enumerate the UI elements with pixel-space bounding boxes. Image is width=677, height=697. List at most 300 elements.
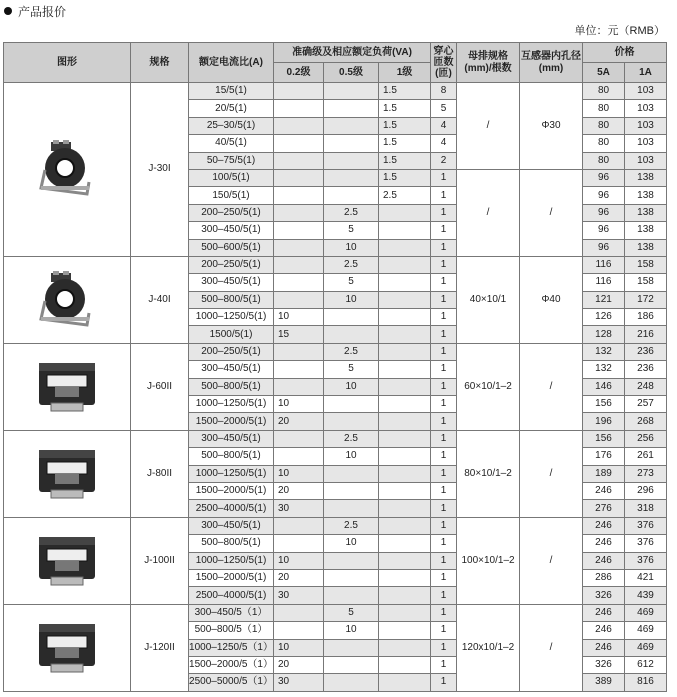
header-spec: 规格 xyxy=(131,43,189,83)
ratio-cell: 200–250/5(1) xyxy=(189,256,274,273)
price-5a-cell: 276 xyxy=(583,500,625,517)
price-5a-cell: 389 xyxy=(583,674,625,691)
acc05-cell xyxy=(324,83,379,100)
acc02-cell xyxy=(274,135,324,152)
acc1-cell xyxy=(379,517,431,534)
ratio-cell: 1500/5(1) xyxy=(189,326,274,343)
model-cell: J-60II xyxy=(131,343,189,430)
price-5a-cell: 132 xyxy=(583,343,625,360)
table-row xyxy=(4,604,667,621)
price-5a-cell: 246 xyxy=(583,482,625,499)
acc02-cell xyxy=(274,448,324,465)
acc1-cell xyxy=(379,430,431,447)
price-5a-cell: 326 xyxy=(583,587,625,604)
acc02-cell: 10 xyxy=(274,552,324,569)
price-1a-cell: 138 xyxy=(625,239,667,256)
turns-cell: 1 xyxy=(431,517,457,534)
price-1a-cell: 268 xyxy=(625,413,667,430)
price-1a-cell: 236 xyxy=(625,361,667,378)
price-5a-cell: 246 xyxy=(583,622,625,639)
acc1-cell xyxy=(379,656,431,673)
price-1a-cell: 296 xyxy=(625,482,667,499)
round-ct-icon xyxy=(37,138,97,200)
acc05-cell: 2.5 xyxy=(324,343,379,360)
acc05-cell: 5 xyxy=(324,274,379,291)
turns-cell: 1 xyxy=(431,204,457,221)
price-5a-cell: 80 xyxy=(583,83,625,100)
price-1a-cell: 103 xyxy=(625,100,667,117)
acc02-cell xyxy=(274,604,324,621)
acc05-cell xyxy=(324,169,379,186)
acc05-cell: 2.5 xyxy=(324,517,379,534)
price-table xyxy=(3,42,667,692)
turns-cell: 1 xyxy=(431,535,457,552)
table-row xyxy=(4,517,667,534)
acc05-cell: 5 xyxy=(324,604,379,621)
header-hole: 互感器内孔径(mm) xyxy=(520,43,583,83)
ratio-cell: 500–800/5(1) xyxy=(189,535,274,552)
header-busbar: 母排规格(mm)/根数 xyxy=(457,43,520,83)
turns-cell: 1 xyxy=(431,622,457,639)
acc02-cell xyxy=(274,187,324,204)
ratio-cell: 1500–2000/5(1) xyxy=(189,569,274,586)
acc05-cell xyxy=(324,587,379,604)
price-1a-cell: 257 xyxy=(625,396,667,413)
acc1-cell xyxy=(379,535,431,552)
busbar-cell: / xyxy=(457,169,520,256)
ratio-cell: 20/5(1) xyxy=(189,100,274,117)
price-5a-cell: 116 xyxy=(583,274,625,291)
turns-cell: 1 xyxy=(431,169,457,186)
header-figure: 图形 xyxy=(4,43,131,83)
product-image xyxy=(4,604,131,691)
acc02-cell xyxy=(274,256,324,273)
acc1-cell xyxy=(379,239,431,256)
acc1-cell xyxy=(379,569,431,586)
acc1-cell xyxy=(379,482,431,499)
header-turns: 穿心匝数(匝) xyxy=(431,43,457,83)
turns-cell: 1 xyxy=(431,552,457,569)
page-title: 产品报价 xyxy=(4,4,66,20)
price-1a-cell: 261 xyxy=(625,448,667,465)
acc05-cell: 10 xyxy=(324,535,379,552)
price-1a-cell: 273 xyxy=(625,465,667,482)
acc1-cell xyxy=(379,309,431,326)
acc02-cell xyxy=(274,274,324,291)
box-ct-icon xyxy=(35,618,99,678)
acc02-cell xyxy=(274,430,324,447)
ratio-cell: 2500–4000/5(1) xyxy=(189,587,274,604)
ratio-cell: 300–450/5(1) xyxy=(189,517,274,534)
header-acc-02: 0.2级 xyxy=(274,63,324,83)
table-body xyxy=(4,83,667,692)
acc02-cell xyxy=(274,239,324,256)
price-1a-cell: 138 xyxy=(625,222,667,239)
ratio-cell: 1000–1250/5(1) xyxy=(189,309,274,326)
acc02-cell: 30 xyxy=(274,587,324,604)
acc1-cell xyxy=(379,256,431,273)
bullet-icon xyxy=(4,7,12,15)
header-acc-05: 0.5级 xyxy=(324,63,379,83)
table-header xyxy=(4,43,667,83)
busbar-cell: 80×10/1–2 xyxy=(457,430,520,517)
acc05-cell: 2.5 xyxy=(324,430,379,447)
acc02-cell xyxy=(274,222,324,239)
acc05-cell: 10 xyxy=(324,291,379,308)
busbar-cell: 40×10/1 xyxy=(457,256,520,343)
price-1a-cell: 138 xyxy=(625,204,667,221)
box-ct-icon xyxy=(35,444,99,504)
hole-cell: Φ30 xyxy=(520,83,583,170)
ratio-cell: 500–800/5（1） xyxy=(189,622,274,639)
acc05-cell: 10 xyxy=(324,239,379,256)
ratio-cell: 2500–4000/5(1) xyxy=(189,500,274,517)
hole-cell: / xyxy=(520,169,583,256)
model-cell: J-100II xyxy=(131,517,189,604)
table-row xyxy=(4,343,667,360)
ratio-cell: 1500–2000/5（1） xyxy=(189,656,274,673)
turns-cell: 1 xyxy=(431,256,457,273)
acc1-cell xyxy=(379,343,431,360)
price-5a-cell: 80 xyxy=(583,117,625,134)
hole-cell: / xyxy=(520,517,583,604)
acc02-cell xyxy=(274,517,324,534)
price-5a-cell: 96 xyxy=(583,187,625,204)
ratio-cell: 300–450/5(1) xyxy=(189,222,274,239)
price-5a-cell: 326 xyxy=(583,656,625,673)
acc05-cell xyxy=(324,117,379,134)
table-row xyxy=(4,83,667,100)
price-5a-cell: 246 xyxy=(583,639,625,656)
price-1a-cell: 376 xyxy=(625,552,667,569)
turns-cell: 1 xyxy=(431,361,457,378)
price-5a-cell: 121 xyxy=(583,291,625,308)
price-1a-cell: 376 xyxy=(625,535,667,552)
turns-cell: 4 xyxy=(431,135,457,152)
price-1a-cell: 103 xyxy=(625,135,667,152)
price-5a-cell: 128 xyxy=(583,326,625,343)
ratio-cell: 1500–2000/5(1) xyxy=(189,413,274,430)
acc05-cell xyxy=(324,413,379,430)
price-5a-cell: 80 xyxy=(583,100,625,117)
acc02-cell: 10 xyxy=(274,309,324,326)
box-ct-icon xyxy=(35,531,99,591)
turns-cell: 1 xyxy=(431,413,457,430)
turns-cell: 8 xyxy=(431,83,457,100)
price-1a-cell: 138 xyxy=(625,187,667,204)
acc05-cell: 5 xyxy=(324,222,379,239)
acc02-cell xyxy=(274,535,324,552)
acc02-cell xyxy=(274,83,324,100)
price-5a-cell: 156 xyxy=(583,430,625,447)
price-5a-cell: 246 xyxy=(583,552,625,569)
price-1a-cell: 248 xyxy=(625,378,667,395)
ratio-cell: 2500–5000/5（1） xyxy=(189,674,274,691)
acc1-cell xyxy=(379,604,431,621)
ratio-cell: 25–30/5(1) xyxy=(189,117,274,134)
acc05-cell xyxy=(324,639,379,656)
turns-cell: 1 xyxy=(431,378,457,395)
acc1-cell: 1.5 xyxy=(379,117,431,134)
acc05-cell xyxy=(324,569,379,586)
acc02-cell: 20 xyxy=(274,482,324,499)
acc05-cell: 10 xyxy=(324,622,379,639)
turns-cell: 1 xyxy=(431,291,457,308)
product-image xyxy=(4,256,131,343)
turns-cell: 1 xyxy=(431,239,457,256)
ratio-cell: 200–250/5(1) xyxy=(189,204,274,221)
acc1-cell xyxy=(379,396,431,413)
table-row xyxy=(4,256,667,273)
price-1a-cell: 318 xyxy=(625,500,667,517)
acc05-cell xyxy=(324,100,379,117)
acc05-cell: 5 xyxy=(324,361,379,378)
ratio-cell: 1500–2000/5(1) xyxy=(189,482,274,499)
price-1a-cell: 158 xyxy=(625,274,667,291)
price-5a-cell: 286 xyxy=(583,569,625,586)
turns-cell: 1 xyxy=(431,656,457,673)
hole-cell: Φ40 xyxy=(520,256,583,343)
price-5a-cell: 80 xyxy=(583,135,625,152)
turns-cell: 5 xyxy=(431,100,457,117)
price-1a-cell: 469 xyxy=(625,604,667,621)
acc1-cell xyxy=(379,674,431,691)
acc1-cell: 1.5 xyxy=(379,152,431,169)
ratio-cell: 300–450/5（1） xyxy=(189,604,274,621)
price-5a-cell: 96 xyxy=(583,222,625,239)
hole-cell: / xyxy=(520,604,583,691)
price-1a-cell: 172 xyxy=(625,291,667,308)
turns-cell: 4 xyxy=(431,117,457,134)
header-price: 价格 xyxy=(583,43,667,63)
ratio-cell: 40/5(1) xyxy=(189,135,274,152)
acc05-cell xyxy=(324,152,379,169)
acc05-cell xyxy=(324,135,379,152)
price-1a-cell: 612 xyxy=(625,656,667,673)
acc02-cell xyxy=(274,378,324,395)
turns-cell: 1 xyxy=(431,639,457,656)
acc1-cell xyxy=(379,222,431,239)
price-5a-cell: 176 xyxy=(583,448,625,465)
ratio-cell: 1000–1250/5(1) xyxy=(189,396,274,413)
price-1a-cell: 376 xyxy=(625,517,667,534)
acc1-cell xyxy=(379,413,431,430)
turns-cell: 1 xyxy=(431,187,457,204)
turns-cell: 1 xyxy=(431,309,457,326)
acc1-cell xyxy=(379,587,431,604)
price-5a-cell: 132 xyxy=(583,361,625,378)
acc1-cell: 2.5 xyxy=(379,187,431,204)
price-5a-cell: 126 xyxy=(583,309,625,326)
ratio-cell: 1000–1250/5(1) xyxy=(189,552,274,569)
model-cell: J-30I xyxy=(131,83,189,257)
product-image xyxy=(4,430,131,517)
price-5a-cell: 80 xyxy=(583,152,625,169)
ratio-cell: 300–450/5(1) xyxy=(189,430,274,447)
round-ct-icon xyxy=(37,269,97,331)
price-1a-cell: 439 xyxy=(625,587,667,604)
acc1-cell xyxy=(379,465,431,482)
turns-cell: 1 xyxy=(431,604,457,621)
header-accuracy: 准确级及相应额定负荷(VA) xyxy=(274,43,431,63)
acc02-cell xyxy=(274,343,324,360)
price-5a-cell: 116 xyxy=(583,256,625,273)
acc1-cell: 1.5 xyxy=(379,169,431,186)
turns-cell: 1 xyxy=(431,569,457,586)
unit-label: 单位：元（RMB） xyxy=(574,25,665,37)
ratio-cell: 100/5(1) xyxy=(189,169,274,186)
price-5a-cell: 96 xyxy=(583,239,625,256)
turns-cell: 1 xyxy=(431,274,457,291)
busbar-cell: 120x10/1–2 xyxy=(457,604,520,691)
price-1a-cell: 186 xyxy=(625,309,667,326)
ratio-cell: 500–800/5(1) xyxy=(189,448,274,465)
acc05-cell: 10 xyxy=(324,378,379,395)
price-5a-cell: 246 xyxy=(583,535,625,552)
model-cell: J-80II xyxy=(131,430,189,517)
turns-cell: 1 xyxy=(431,326,457,343)
price-1a-cell: 103 xyxy=(625,83,667,100)
acc02-cell: 20 xyxy=(274,413,324,430)
acc02-cell xyxy=(274,152,324,169)
ratio-cell: 200–250/5(1) xyxy=(189,343,274,360)
acc1-cell xyxy=(379,361,431,378)
busbar-cell: 100×10/1–2 xyxy=(457,517,520,604)
acc02-cell: 15 xyxy=(274,326,324,343)
acc1-cell xyxy=(379,291,431,308)
acc05-cell xyxy=(324,326,379,343)
acc02-cell: 20 xyxy=(274,656,324,673)
model-cell: J-40I xyxy=(131,256,189,343)
acc05-cell xyxy=(324,482,379,499)
price-5a-cell: 96 xyxy=(583,204,625,221)
acc05-cell xyxy=(324,674,379,691)
acc05-cell xyxy=(324,187,379,204)
acc02-cell xyxy=(274,100,324,117)
acc02-cell: 10 xyxy=(274,465,324,482)
header-price-5a: 5A xyxy=(583,63,625,83)
acc1-cell: 1.5 xyxy=(379,100,431,117)
ratio-cell: 500–800/5(1) xyxy=(189,291,274,308)
price-1a-cell: 469 xyxy=(625,639,667,656)
acc02-cell: 10 xyxy=(274,396,324,413)
acc1-cell xyxy=(379,500,431,517)
turns-cell: 1 xyxy=(431,343,457,360)
turns-cell: 1 xyxy=(431,587,457,604)
ratio-cell: 500–800/5(1) xyxy=(189,378,274,395)
product-image xyxy=(4,83,131,257)
acc02-cell xyxy=(274,361,324,378)
acc1-cell xyxy=(379,326,431,343)
acc02-cell: 30 xyxy=(274,674,324,691)
ratio-cell: 1000–1250/5(1) xyxy=(189,465,274,482)
acc1-cell xyxy=(379,552,431,569)
price-5a-cell: 156 xyxy=(583,396,625,413)
turns-cell: 1 xyxy=(431,430,457,447)
model-cell: J-120II xyxy=(131,604,189,691)
acc02-cell xyxy=(274,291,324,308)
header-ratio: 额定电流比(A) xyxy=(189,43,274,83)
price-1a-cell: 469 xyxy=(625,622,667,639)
turns-cell: 1 xyxy=(431,465,457,482)
acc02-cell xyxy=(274,622,324,639)
price-5a-cell: 246 xyxy=(583,517,625,534)
price-1a-cell: 256 xyxy=(625,430,667,447)
acc05-cell: 2.5 xyxy=(324,204,379,221)
acc02-cell xyxy=(274,204,324,221)
busbar-cell: / xyxy=(457,83,520,170)
ratio-cell: 300–450/5(1) xyxy=(189,361,274,378)
hole-cell: / xyxy=(520,430,583,517)
busbar-cell: 60×10/1–2 xyxy=(457,343,520,430)
ratio-cell: 300–450/5(1) xyxy=(189,274,274,291)
price-1a-cell: 158 xyxy=(625,256,667,273)
acc05-cell: 2.5 xyxy=(324,256,379,273)
turns-cell: 1 xyxy=(431,500,457,517)
acc05-cell xyxy=(324,465,379,482)
price-5a-cell: 96 xyxy=(583,169,625,186)
acc02-cell: 30 xyxy=(274,500,324,517)
ratio-cell: 15/5(1) xyxy=(189,83,274,100)
acc05-cell xyxy=(324,396,379,413)
hole-cell: / xyxy=(520,343,583,430)
header-price-1a: 1A xyxy=(625,63,667,83)
product-image xyxy=(4,343,131,430)
box-ct-icon xyxy=(35,357,99,417)
price-1a-cell: 103 xyxy=(625,152,667,169)
acc05-cell xyxy=(324,552,379,569)
acc1-cell xyxy=(379,204,431,221)
acc02-cell xyxy=(274,117,324,134)
ratio-cell: 50–75/5(1) xyxy=(189,152,274,169)
turns-cell: 1 xyxy=(431,674,457,691)
price-1a-cell: 421 xyxy=(625,569,667,586)
price-1a-cell: 138 xyxy=(625,169,667,186)
header-acc-1: 1级 xyxy=(379,63,431,83)
price-1a-cell: 103 xyxy=(625,117,667,134)
price-1a-cell: 816 xyxy=(625,674,667,691)
turns-cell: 1 xyxy=(431,482,457,499)
price-5a-cell: 146 xyxy=(583,378,625,395)
price-5a-cell: 189 xyxy=(583,465,625,482)
acc1-cell xyxy=(379,639,431,656)
ratio-cell: 1000–1250/5（1） xyxy=(189,639,274,656)
acc05-cell xyxy=(324,309,379,326)
price-5a-cell: 196 xyxy=(583,413,625,430)
acc05-cell xyxy=(324,500,379,517)
acc1-cell: 1.5 xyxy=(379,83,431,100)
acc02-cell: 10 xyxy=(274,639,324,656)
acc05-cell xyxy=(324,656,379,673)
acc1-cell xyxy=(379,448,431,465)
turns-cell: 1 xyxy=(431,396,457,413)
price-1a-cell: 216 xyxy=(625,326,667,343)
acc05-cell: 10 xyxy=(324,448,379,465)
acc1-cell xyxy=(379,274,431,291)
table-row xyxy=(4,430,667,447)
ratio-cell: 150/5(1) xyxy=(189,187,274,204)
acc1-cell xyxy=(379,622,431,639)
turns-cell: 1 xyxy=(431,222,457,239)
price-5a-cell: 246 xyxy=(583,604,625,621)
acc02-cell xyxy=(274,169,324,186)
acc02-cell: 20 xyxy=(274,569,324,586)
turns-cell: 1 xyxy=(431,448,457,465)
turns-cell: 2 xyxy=(431,152,457,169)
product-image xyxy=(4,517,131,604)
ratio-cell: 500–600/5(1) xyxy=(189,239,274,256)
price-1a-cell: 236 xyxy=(625,343,667,360)
